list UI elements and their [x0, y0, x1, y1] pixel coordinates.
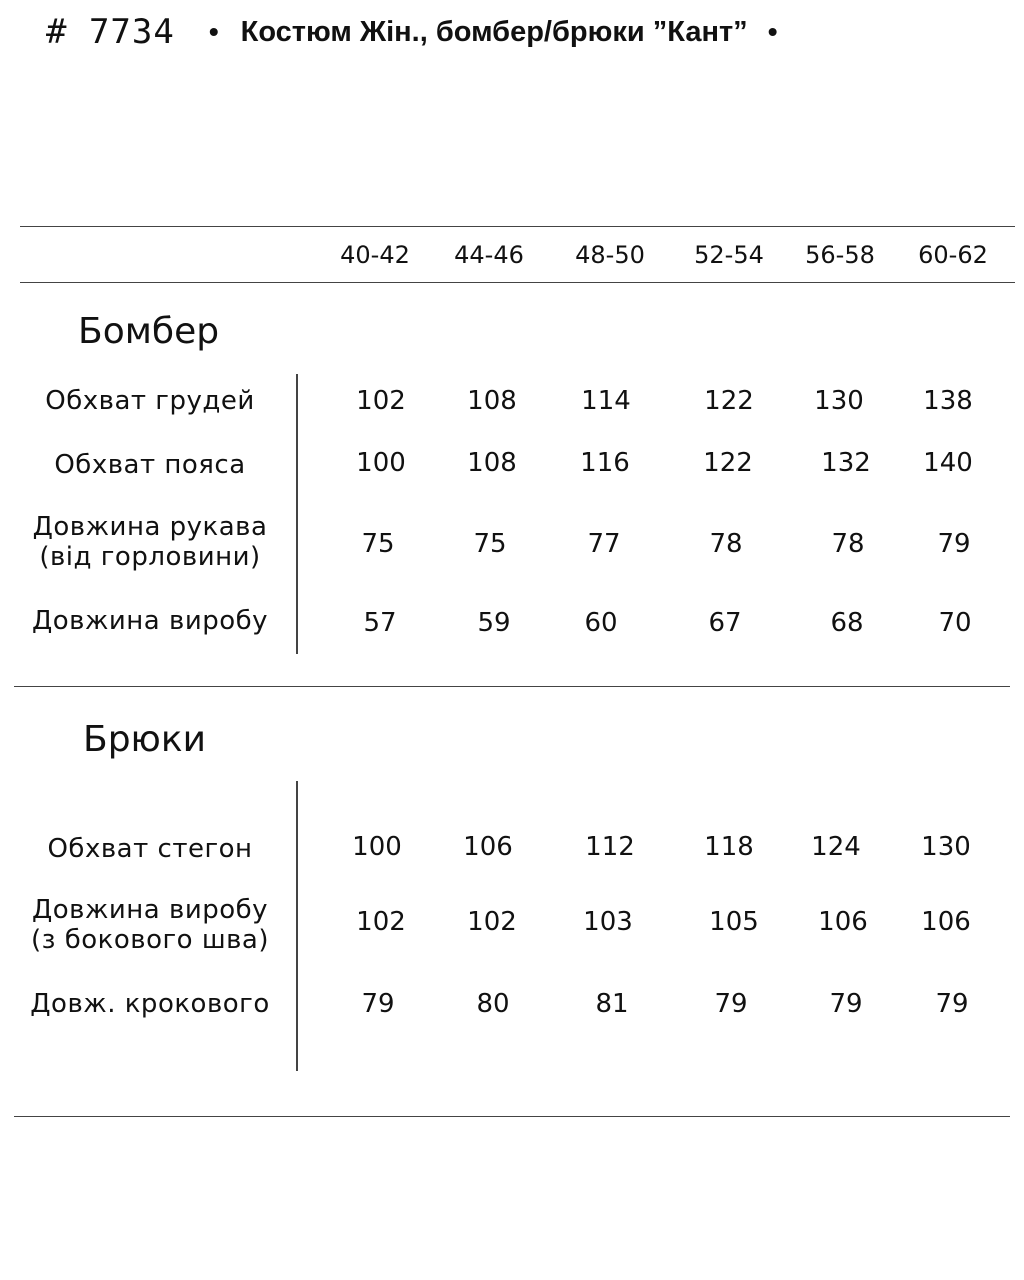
size-header-56-58: 56-58 — [805, 241, 875, 269]
table-cell: 108 — [467, 448, 517, 478]
table-cell: 78 — [709, 529, 743, 559]
table-cell: 106 — [921, 907, 971, 937]
table-cell: 102 — [356, 386, 406, 416]
table-cell: 103 — [583, 907, 633, 937]
table-cell: 102 — [467, 907, 517, 937]
table-cell: 100 — [352, 832, 402, 862]
bottom-divider — [14, 1116, 1010, 1117]
table-cell: 116 — [580, 448, 630, 478]
size-header-60-62: 60-62 — [918, 241, 988, 269]
table-cell: 106 — [463, 832, 513, 862]
table-cell: 122 — [703, 448, 753, 478]
bomber-section-title: Бомбер — [78, 311, 220, 352]
row-label: Довжина виробу — [31, 606, 269, 636]
table-cell: 68 — [830, 608, 864, 638]
table-cell: 77 — [587, 529, 621, 559]
table-cell: 130 — [814, 386, 864, 416]
table-cell: 60 — [584, 608, 618, 638]
row-label: Обхват грудей — [45, 386, 255, 416]
table-cell: 102 — [356, 907, 406, 937]
table-cell: 108 — [467, 386, 517, 416]
row-label: Довжина рукава (від горловини) — [32, 512, 268, 572]
page-header — [46, 10, 778, 54]
table-cell: 79 — [937, 529, 971, 559]
section-divider — [14, 686, 1010, 687]
table-cell: 78 — [831, 529, 865, 559]
table-cell: 57 — [363, 608, 397, 638]
bomber-column-divider — [296, 374, 298, 654]
article-number: # 7734 — [46, 12, 175, 52]
table-cell: 105 — [709, 907, 759, 937]
pants-section-title: Брюки — [83, 719, 206, 760]
size-header-bottom-line — [20, 282, 1015, 283]
table-cell: 140 — [923, 448, 973, 478]
row-label: Довжина виробу (з бокового шва) — [30, 895, 270, 955]
table-cell: 124 — [811, 832, 861, 862]
table-cell: 138 — [923, 386, 973, 416]
size-header-top-line — [20, 226, 1015, 227]
table-cell: 80 — [476, 989, 510, 1019]
row-label: Обхват пояса — [54, 450, 246, 480]
table-cell: 70 — [938, 608, 972, 638]
table-cell: 75 — [361, 529, 395, 559]
bullet-separator: • — [208, 16, 219, 47]
product-title: Костюм Жін., бомбер/брюки ”Кант” — [240, 15, 748, 48]
size-header-48-50: 48-50 — [575, 241, 645, 269]
table-cell: 106 — [818, 907, 868, 937]
table-cell: 112 — [585, 832, 635, 862]
table-cell: 79 — [714, 989, 748, 1019]
row-label: Обхват стегон — [47, 834, 253, 864]
table-cell: 122 — [704, 386, 754, 416]
size-header-44-46: 44-46 — [454, 241, 524, 269]
table-cell: 75 — [473, 529, 507, 559]
row-label: Довж. крокового — [30, 989, 270, 1019]
table-cell: 79 — [829, 989, 863, 1019]
table-cell: 100 — [356, 448, 406, 478]
table-cell: 118 — [704, 832, 754, 862]
table-cell: 114 — [581, 386, 631, 416]
table-cell: 79 — [361, 989, 395, 1019]
table-cell: 67 — [708, 608, 742, 638]
table-cell: 81 — [595, 989, 629, 1019]
bullet-separator-end: • — [767, 16, 778, 47]
size-header-52-54: 52-54 — [694, 241, 764, 269]
table-cell: 130 — [921, 832, 971, 862]
table-cell: 132 — [821, 448, 871, 478]
pants-column-divider — [296, 781, 298, 1071]
table-cell: 59 — [477, 608, 511, 638]
table-cell: 79 — [935, 989, 969, 1019]
size-header-40-42: 40-42 — [340, 241, 410, 269]
